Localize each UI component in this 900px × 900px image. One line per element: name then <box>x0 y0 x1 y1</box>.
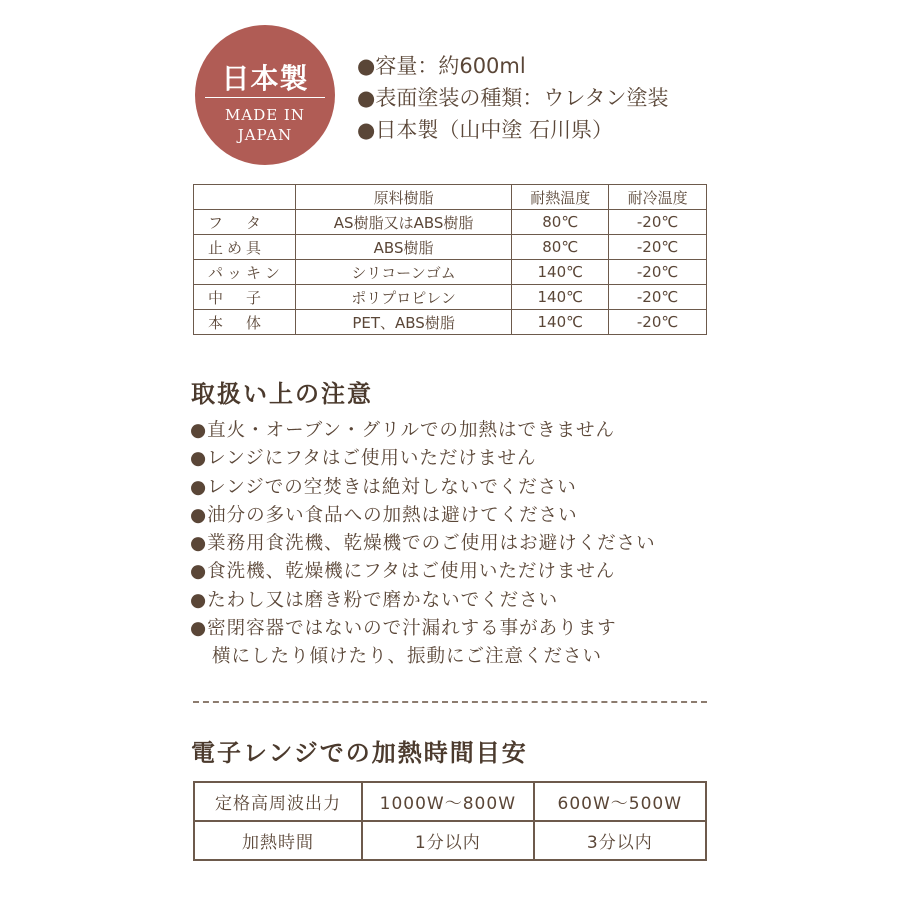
heat-temp-cell: 140℃ <box>512 285 609 310</box>
materials-table <box>193 184 707 335</box>
bullet-icon: ● <box>190 561 208 583</box>
badge-line2: JAPAN <box>237 126 293 144</box>
table-header-cell: 原料樹脂 <box>295 185 511 210</box>
caution-item <box>190 587 656 615</box>
spec-text: 日本製（山中塗 石川県） <box>375 118 614 142</box>
caution-item <box>190 445 656 473</box>
table-row <box>194 235 707 260</box>
badge-line1: MADE IN <box>225 106 305 124</box>
spec-item <box>357 114 669 146</box>
table-row <box>194 285 707 310</box>
caution-text: 密閉容器ではないので汁漏れする事があります <box>207 618 617 640</box>
bullet-icon: ● <box>190 533 208 555</box>
part-name-cell: 中 子 <box>194 285 296 310</box>
spec-item <box>357 50 669 82</box>
table-header-cell <box>194 185 296 210</box>
part-name-cell: パッキン <box>194 260 296 285</box>
cautions-list <box>190 417 656 672</box>
output-label-cell: 定格高周波出力 <box>194 782 362 821</box>
bullet-icon: ● <box>190 420 208 441</box>
caution-text: レンジでの空焚きは絶対しないでください <box>207 476 577 498</box>
microwave-title: 電子レンジでの加熱時間目安 <box>191 739 528 767</box>
caution-text: たわし又は磨き粉で磨かないでください <box>207 589 559 611</box>
spec-text: 容量：約600ml <box>375 54 526 78</box>
made-in-japan-badge <box>195 25 335 165</box>
caution-text: 食洗機、乾燥機にフタはご使用いただけません <box>207 561 616 583</box>
cold-temp-cell: -20℃ <box>609 210 707 235</box>
caution-text: 業務用食洗機、乾燥機でのご使用はお避けください <box>207 533 656 555</box>
table-row <box>194 210 707 235</box>
caution-text: レンジにフタはご使用いただけません <box>207 448 537 470</box>
heat-temp-cell: 140℃ <box>512 260 609 285</box>
material-cell: AS樹脂又はABS樹脂 <box>295 210 511 235</box>
caution-item <box>190 558 656 586</box>
spec-list <box>357 50 669 146</box>
badge-divider <box>205 97 325 98</box>
bullet-icon: ● <box>357 86 376 110</box>
badge-subtitle <box>195 105 335 145</box>
heat-temp-cell: 80℃ <box>512 235 609 260</box>
cold-temp-cell: -20℃ <box>609 310 707 335</box>
part-name-cell: フ タ <box>194 210 296 235</box>
table-row <box>194 782 706 821</box>
caution-item <box>190 417 656 445</box>
bullet-icon: ● <box>190 448 208 470</box>
bullet-icon: ● <box>357 118 376 142</box>
bullet-icon: ● <box>190 589 208 611</box>
table-header-row <box>194 185 707 210</box>
time-label-cell: 加熱時間 <box>194 821 362 860</box>
material-cell: PET、ABS樹脂 <box>295 310 511 335</box>
table-header-cell: 耐熱温度 <box>512 185 609 210</box>
caution-text: 油分の多い食品への加熱は避けてください <box>207 504 578 526</box>
output-low-cell: 600W〜500W <box>534 782 706 821</box>
heat-temp-cell: 80℃ <box>512 210 609 235</box>
caution-item <box>190 502 656 530</box>
cold-temp-cell: -20℃ <box>609 285 707 310</box>
table-row <box>194 821 706 860</box>
badge-title: 日本製 <box>221 62 309 95</box>
material-cell: ABS樹脂 <box>295 235 511 260</box>
cold-temp-cell: -20℃ <box>609 235 707 260</box>
bullet-icon: ● <box>190 618 208 640</box>
bullet-icon: ● <box>190 476 208 498</box>
material-cell: ポリプロピレン <box>295 285 511 310</box>
heat-temp-cell: 140℃ <box>512 310 609 335</box>
table-row <box>194 260 707 285</box>
spec-item <box>357 82 669 114</box>
time-high-cell: 1分以内 <box>362 821 533 860</box>
dashed-divider <box>193 701 707 703</box>
caution-text: 直火・オーブン・グリルでの加熱はできません <box>207 420 615 441</box>
material-cell: シリコーンゴム <box>295 260 511 285</box>
caution-continuation: 横にしたり傾けたり、振動にご注意ください <box>212 646 603 668</box>
time-low-cell: 3分以内 <box>534 821 706 860</box>
caution-item <box>190 474 656 502</box>
cold-temp-cell: -20℃ <box>609 260 707 285</box>
spec-text: 表面塗装の種類：ウレタン塗装 <box>375 86 669 110</box>
part-name-cell: 本 体 <box>194 310 296 335</box>
caution-item <box>190 530 656 558</box>
table-header-cell: 耐冷温度 <box>609 185 707 210</box>
table-row <box>194 310 707 335</box>
caution-item <box>190 615 656 643</box>
microwave-table <box>193 781 707 861</box>
output-high-cell: 1000W〜800W <box>362 782 533 821</box>
part-name-cell: 止め具 <box>194 235 296 260</box>
bullet-icon: ● <box>357 54 376 78</box>
cautions-title: 取扱い上の注意 <box>191 380 373 408</box>
bullet-icon: ● <box>190 504 208 526</box>
